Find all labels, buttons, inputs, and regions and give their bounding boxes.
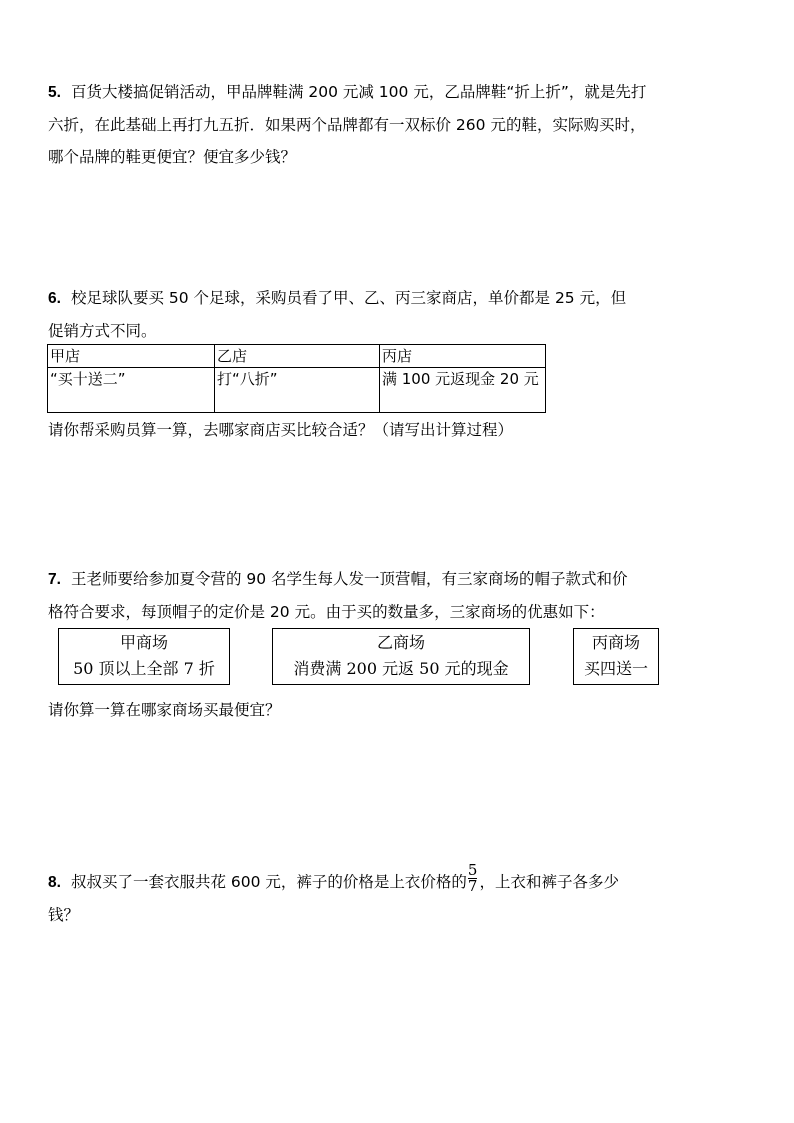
table-row bbox=[48, 345, 546, 368]
question-text-line: 哪个品牌的鞋更便宜？便宜多少钱？ bbox=[48, 148, 297, 166]
store-promotion-table bbox=[47, 344, 546, 413]
question-number: 6. bbox=[48, 290, 61, 307]
question-number: 7. bbox=[48, 571, 61, 588]
question-text-line: 六折，在此基础上再打九五折．如果两个品牌都有一双标价 260 元的鞋，实际购买时， bbox=[48, 116, 646, 134]
fraction-numerator: 5 bbox=[467, 861, 478, 879]
question-text-line: 王老师要给参加夏令营的 90 名学生每人发一顶营帽，有三家商场的帽子款式和价 bbox=[70, 570, 628, 588]
table-header-cell: 甲店 bbox=[48, 345, 215, 368]
question-number: 5. bbox=[48, 84, 61, 101]
offer-box-title: 乙商场 bbox=[376, 633, 425, 652]
question-text: 叔叔买了一套衣服共花 600 元，裤子的价格是上衣价格的 bbox=[70, 873, 467, 891]
question-text-line: 促销方式不同。 bbox=[48, 322, 157, 340]
table-cell: 满 100 元返现金 20 元 bbox=[380, 368, 546, 413]
offer-box-text: 50 顶以上全部 7 折 bbox=[73, 659, 215, 678]
question-5 bbox=[48, 76, 753, 173]
question-7 bbox=[48, 563, 753, 628]
table-header-cell: 乙店 bbox=[215, 345, 380, 368]
offer-box-jia bbox=[58, 628, 230, 685]
offer-box-bing bbox=[573, 628, 659, 685]
question-prompt: 请你算一算在哪家商场买最便宜？ bbox=[48, 701, 281, 719]
fraction bbox=[468, 863, 478, 894]
table-cell: “买十送二” bbox=[48, 368, 215, 413]
offer-box-title: 甲商场 bbox=[119, 633, 168, 652]
offer-box-title: 丙商场 bbox=[591, 633, 640, 652]
offer-box-text: 买四送一 bbox=[583, 659, 648, 678]
offer-box-yi bbox=[272, 628, 530, 685]
question-number: 8. bbox=[48, 874, 61, 891]
table-header-cell: 丙店 bbox=[380, 345, 546, 368]
question-text-line: 校足球队要买 50 个足球，采购员看了甲、乙、丙三家商店，单价都是 25 元，但 bbox=[70, 289, 627, 307]
question-prompt: 请你帮采购员算一算，去哪家商店买比较合适？（请写出计算过程） bbox=[48, 421, 514, 439]
question-text: ，上衣和裤子各多少 bbox=[479, 873, 619, 891]
question-6 bbox=[48, 282, 753, 347]
question-text-line: 格符合要求，每顶帽子的定价是 20 元。由于买的数量多，三家商场的优惠如下： bbox=[48, 603, 605, 621]
table-row bbox=[48, 368, 546, 413]
question-text-line: 百货大楼搞促销活动，甲品牌鞋满 200 元减 100 元，乙品牌鞋“折上折”，就是先打 bbox=[70, 83, 647, 101]
question-8 bbox=[48, 861, 753, 931]
fraction-denominator: 7 bbox=[467, 877, 478, 895]
offer-box-text: 消费满 200 元返 50 元的现金 bbox=[293, 659, 509, 678]
question-text-line: 钱？ bbox=[48, 906, 80, 924]
table-cell: 打“八折” bbox=[215, 368, 380, 413]
